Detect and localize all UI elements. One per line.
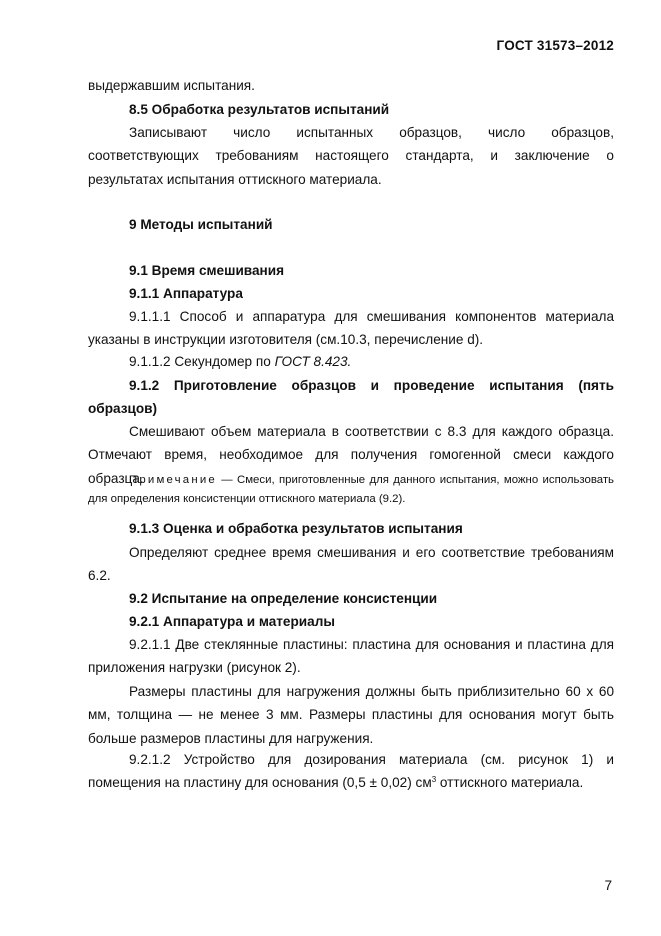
paragraph-9-2-1-2 (88, 748, 614, 795)
heading-9-1-3: 9.1.3 Оценка и обработка результатов испытания (129, 521, 463, 536)
heading-9-2-1: 9.2.1 Аппаратура и материалы (129, 614, 335, 629)
paragraph-8-5: Записывают число испытанных образцов, число образцов, соответствующих требованиям настоящего стандарта, и заключение о результатах испытания оттискного материала. (88, 125, 614, 187)
note-text: — Смеси, приготовленные для данного испытания, можно использовать для определения консистенции оттискного материала (9.2). (88, 474, 614, 505)
note-label: Примечание (129, 474, 217, 486)
cubic-superscript: 3 (431, 775, 437, 785)
paragraph-9-2-1-2-main: 9.2.1.2 Устройство для дозирования материала (см. рисунок 1) и помещения на пластину для основания (0,5 ± 0,02) см (88, 752, 614, 791)
paragraph-9-2-1-2-end: оттискного материала. (436, 775, 584, 791)
paragraph-9-1-1-1: 9.1.1.1 Способ и аппаратура для смешивания компонентов материала указаны в инструкции изготовителя (см.10.3, перечисление d). (88, 309, 614, 348)
heading-8-5: 8.5 Обработка результатов испытаний (129, 102, 390, 117)
continuation-paragraph: выдержавшим испытания. (88, 78, 255, 93)
paragraph-9-1-2: Смешивают объем материала в соответствии с 8.3 для каждого образца. Отмечают время, необходимое для получения гомогенной смеси каждого образца. (88, 424, 614, 486)
paragraph-9-1-3: Определяют среднее время смешивания и его соответствие требованиям 6.2. (88, 545, 614, 584)
paragraph-9-2-1-1: 9.2.1.1 Две стеклянные пластины: пластина для основания и пластина для приложения нагрузки (рисунок 2). (88, 637, 614, 676)
note-9-1-2 (88, 471, 614, 509)
page-number: 7 (604, 878, 612, 893)
heading-9-2: 9.2 Испытание на определение консистенции (129, 591, 438, 606)
paragraph-plate-dimensions: Размеры пластины для нагружения должны быть приблизительно 60 х 60 мм, толщина — не менее 3 мм. Размеры пластины для основания могут быть больше размеров пластины для нагружения. (88, 684, 614, 746)
heading-9-1-2: 9.1.2 Приготовление образцов и проведение испытания (пять образцов) (88, 378, 614, 417)
gost-reference: ГОСТ 8.423. (274, 354, 352, 369)
heading-9: 9 Методы испытаний (129, 217, 273, 232)
paragraph-9-1-1-2 (88, 350, 614, 373)
heading-9-1-1: 9.1.1 Аппаратура (129, 286, 243, 301)
paragraph-9-1-1-2-lead: 9.1.1.2 Секундомер по (129, 354, 275, 369)
standard-code-header: ГОСТ 31573–2012 (496, 38, 614, 53)
heading-9-1: 9.1 Время смешивания (129, 263, 285, 278)
